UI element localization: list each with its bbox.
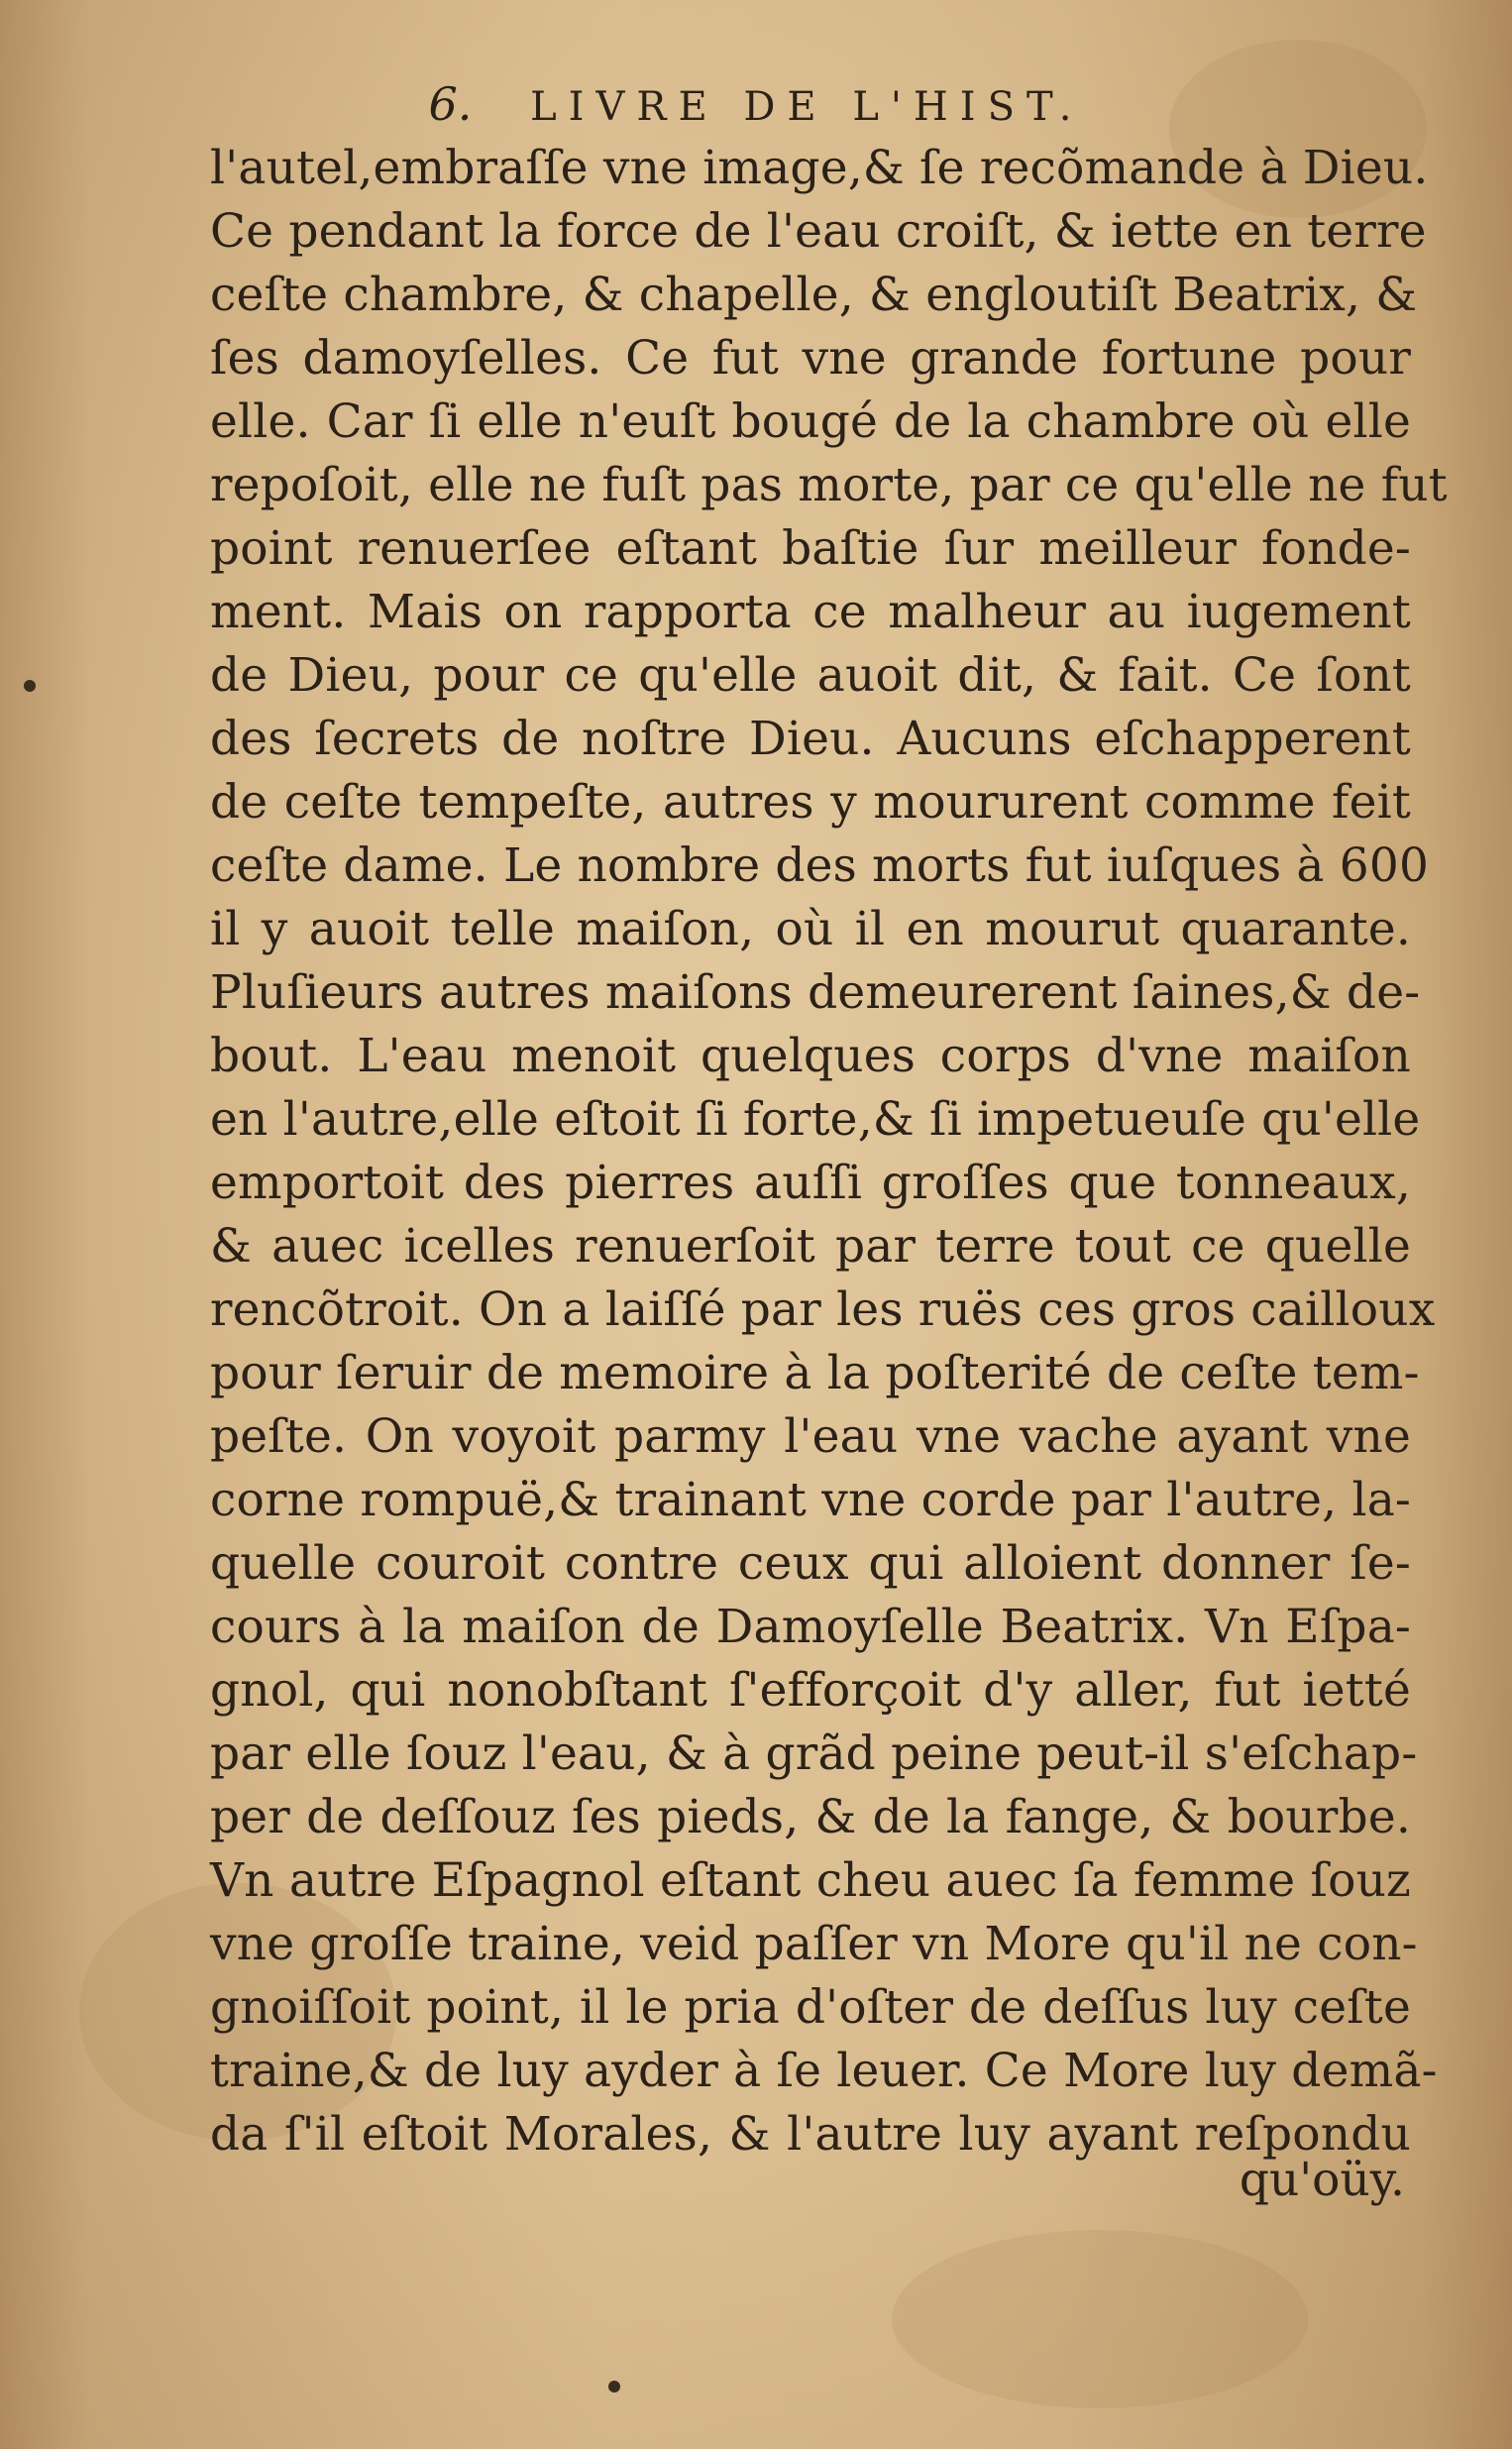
- text-line: de ceſte tempeſte, autres y moururent comme feit: [210, 775, 1411, 830]
- running-header: [0, 77, 1512, 131]
- text-line: da ſ'il eſtoit Morales, & l'autre luy ayant reſpondu: [210, 2107, 1411, 2162]
- text-line: bout. L'eau menoit quelques corps d'vne maiſon: [210, 1029, 1411, 1083]
- text-line: rencõtroit. On a laiſſé par les ruës ces gros cailloux: [210, 1282, 1436, 1337]
- text-line: elle. Car ſi elle n'euſt bougé de la chambre où elle: [210, 394, 1411, 449]
- text-line: per de deſſouz ſes pieds, & de la fange, & bourbe.: [210, 1790, 1411, 1844]
- text-line: en l'autre,elle eſtoit ſi forte,& ſi impetueuſe qu'elle: [210, 1092, 1421, 1147]
- margin-dot-icon: [24, 680, 36, 692]
- text-line: gnoiſſoit point, il le pria d'oſter de deſſus luy ceſte: [210, 1980, 1411, 2035]
- text-line: & auec icelles renuerſoit par terre tout ce quelle: [210, 1219, 1411, 1274]
- text-line: traine,& de luy ayder à ſe leuer. Ce More luy demã-: [210, 2044, 1438, 2098]
- body-text: [210, 137, 1448, 2167]
- text-line: cours à la maiſon de Damoyſelle Beatrix. Vn Eſpa-: [210, 1600, 1411, 1654]
- text-line: emportoit des pierres auſſi groſſes que tonneaux,: [210, 1156, 1411, 1210]
- text-line: gnol, qui nonobſtant ſ'efforçoit d'y aller, fut ietté: [210, 1663, 1411, 1718]
- text-line: ment. Mais on rapporta ce malheur au iugement: [210, 585, 1411, 639]
- text-line: corne rompuë,& trainant vne corde par l'autre, la-: [210, 1473, 1411, 1527]
- text-line: de Dieu, pour ce qu'elle auoit dit, & fait. Ce ſont: [210, 648, 1411, 703]
- text-line: quelle couroit contre ceux qui alloient donner ſe-: [210, 1536, 1411, 1591]
- text-line: par elle ſouz l'eau, & à grãd peine peut-il s'eſchap-: [210, 1726, 1418, 1781]
- text-line: ſes damoyſelles. Ce fut vne grande fortune pour: [210, 331, 1411, 386]
- text-line: repoſoit, elle ne fuſt pas morte, par ce qu'elle ne fut: [210, 458, 1448, 512]
- text-line: Pluſieurs autres maiſons demeurerent ſaines,& de-: [210, 965, 1421, 1020]
- page-number: 6.: [428, 77, 473, 131]
- text-line: vne groſſe traine, veid paſſer vn More qu'il ne con-: [210, 1917, 1418, 1971]
- text-line: l'autel,embraſſe vne image,& ſe recõmande à Dieu.: [210, 141, 1429, 195]
- text-line: point renuerſee eſtant baſtie ſur meilleur fonde-: [210, 521, 1411, 576]
- text-line: il y auoit telle maiſon, où il en mourut quarante.: [210, 902, 1411, 956]
- catchword: qu'oüy.: [1239, 2153, 1405, 2207]
- text-line: Vn autre Eſpagnol eſtant cheu auec ſa femme ſouz: [210, 1853, 1411, 1908]
- text-line: peſte. On voyoit parmy l'eau vne vache ayant vne: [210, 1409, 1411, 1464]
- text-line: des ſecrets de noſtre Dieu. Aucuns eſchapperent: [210, 712, 1411, 766]
- ink-speck-icon: [608, 2381, 620, 2393]
- text-line: Ce pendant la force de l'eau croiſt, & iette en terre: [210, 204, 1427, 259]
- text-line: ceſte dame. Le nombre des morts fut iuſques à 600: [210, 838, 1430, 893]
- text-line: pour ſeruir de memoire à la poſterité de ceſte tem-: [210, 1346, 1420, 1400]
- running-title: LIVRE DE L'HIST.: [530, 84, 1084, 130]
- text-line: ceſte chambre, & chapelle, & engloutiſt Beatrix, &: [210, 268, 1418, 322]
- paper-stain: [892, 2230, 1308, 2408]
